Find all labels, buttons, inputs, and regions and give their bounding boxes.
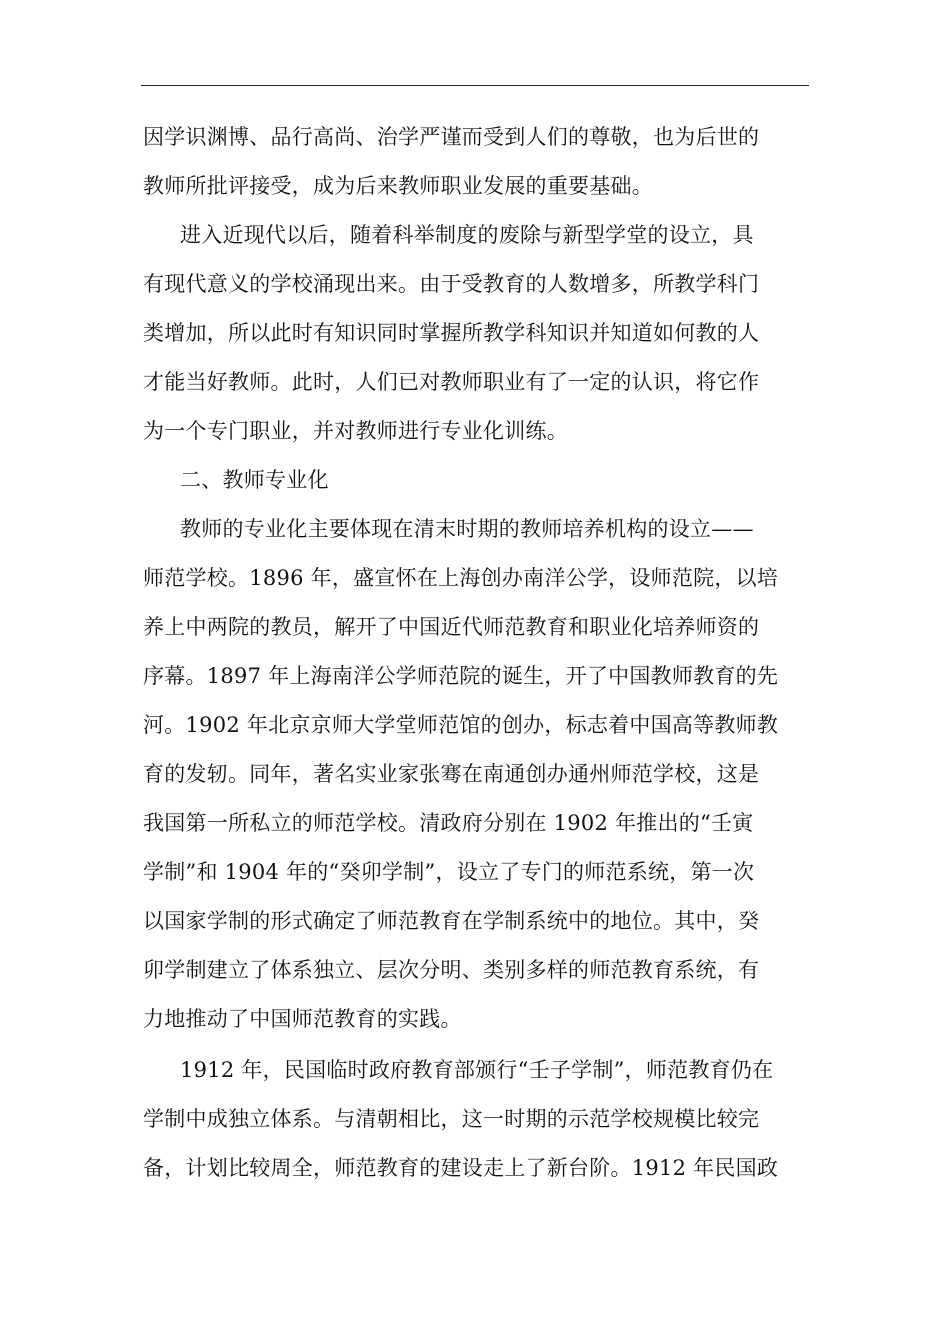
text-line: 河。1902 年北京京师大学堂师范馆的创办，标志着中国高等教师教	[143, 713, 779, 737]
text-line: 养上中两院的教员，解开了中国近代师范教育和职业化培养师资的	[143, 615, 760, 639]
text-line: 备，计划比较周全，师范教育的建设走上了新台阶。1912 年民国政	[143, 1156, 779, 1180]
text-line: 力地推动了中国师范教育的实践。	[143, 1007, 462, 1031]
text-line: 育的发轫。同年，著名实业家张骞在南通创办通州师范学校，这是	[143, 762, 760, 786]
document-body	[143, 113, 803, 1193]
text-line: 学制”和 1904 年的“癸卯学制”，设立了专门的师范系统，第一次	[143, 860, 755, 884]
text-line: 序幕。1897 年上海南洋公学师范院的诞生，开了中国教师教育的先	[143, 664, 779, 688]
text-line: 学制中成独立体系。与清朝相比，这一时期的示范学校规模比较完	[143, 1107, 760, 1131]
text-line: 才能当好教师。此时，人们已对教师职业有了一定的认识，将它作	[143, 370, 760, 394]
text-line: 进入近现代以后，随着科举制度的废除与新型学堂的设立，具	[180, 223, 754, 247]
header-rule	[141, 85, 809, 86]
section-heading: 二、教师专业化	[180, 468, 329, 492]
text-line: 有现代意义的学校涌现出来。由于受教育的人数增多，所教学科门	[143, 272, 760, 296]
text-line: 为一个专门职业，并对教师进行专业化训练。	[143, 419, 568, 443]
text-line: 类增加，所以此时有知识同时掌握所教学科知识并知道如何教的人	[143, 321, 760, 345]
text-line: 因学识渊博、品行高尚、治学严谨而受到人们的尊敬，也为后世的	[143, 125, 760, 149]
text-line: 以国家学制的形式确定了师范教育在学制系统中的地位。其中，癸	[143, 909, 760, 933]
text-line: 卯学制建立了体系独立、层次分明、类别多样的师范教育系统，有	[143, 958, 760, 982]
text-line: 师范学校。1896 年，盛宣怀在上海创办南洋公学，设师范院，以培	[143, 566, 779, 590]
text-line: 教师所批评接受，成为后来教师职业发展的重要基础。	[143, 174, 653, 198]
text-line: 我国第一所私立的师范学校。清政府分别在 1902 年推出的“壬寅	[143, 811, 754, 835]
text-line: 1912 年，民国临时政府教育部颁行“壬子学制”，师范教育仍在	[180, 1058, 774, 1082]
text-line: 教师的专业化主要体现在清末时期的教师培养机构的设立——	[180, 517, 754, 541]
